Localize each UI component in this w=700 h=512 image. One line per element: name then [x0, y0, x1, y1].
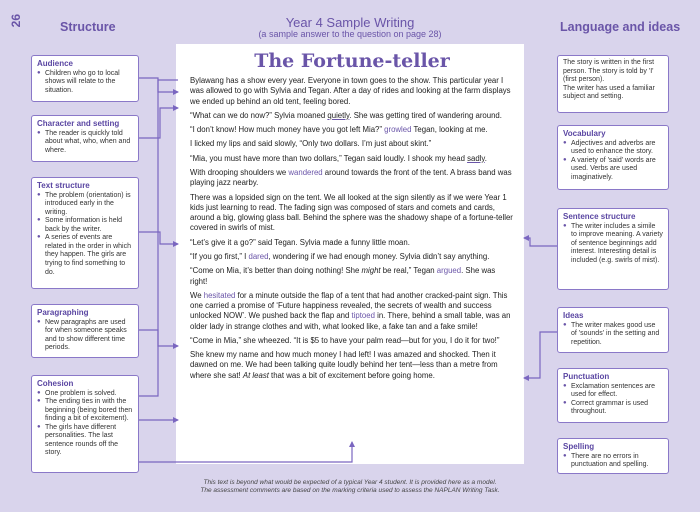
- sentence-structure-item: ● The writer includes a simile to improve meaning. A variety of sentence beginnings add interest. Interesting detail is included (e.g. swirls of mist).: [563, 223, 663, 266]
- highlighted-word: quietly: [327, 110, 350, 120]
- story-title: The Fortune-teller: [254, 50, 450, 72]
- connector-sentence-structure: [524, 238, 557, 246]
- ideas-title: Ideas: [563, 311, 584, 320]
- story-paragraph: “Mia, you must have more than two dollars,” Tegan said loudly. I shook my head sadly.: [190, 153, 487, 163]
- cohesion-box: [31, 375, 139, 473]
- character-setting-item: ● The reader is quickly told about what, who, when and where.: [37, 130, 133, 156]
- emphasized-word: might: [361, 266, 381, 276]
- connector-audience: [139, 78, 178, 92]
- cohesion-title: Cohesion: [37, 379, 74, 388]
- spelling-box: [557, 438, 669, 474]
- spelling-item: ● There are no errors in punctuation and spelling.: [563, 453, 663, 470]
- story-paragraph: “Let’s give it a go?” said Tegan. Sylvia made a funny little moan.: [190, 237, 410, 247]
- audience-box: [31, 55, 139, 102]
- audience-title: Audience: [37, 59, 74, 68]
- paragraphing-title: Paragraphing: [37, 308, 89, 317]
- cohesion-item: ● The girls have different personalities. The last sentence rounds off the story.: [37, 424, 133, 458]
- highlighted-word: dared: [248, 251, 269, 261]
- audience-item: ● Children who go to local shows will relate to the situation.: [37, 70, 133, 96]
- connector-ideas: [524, 332, 557, 378]
- story-paragraph: “If you go first,” I dared, wondering if we had enough money. Sylvia didn’t say anything.: [190, 251, 490, 261]
- spelling-title: Spelling: [563, 442, 595, 451]
- text-structure-box: [31, 177, 139, 289]
- highlighted-word: wandered: [288, 167, 323, 177]
- vocabulary-title: Vocabulary: [563, 129, 606, 138]
- connector-cohesion-1: [139, 80, 178, 396]
- punctuation-box: [557, 368, 669, 423]
- highlighted-word: growled: [384, 125, 412, 135]
- highlighted-word: tiptoed: [351, 311, 375, 321]
- connector-character: [139, 108, 178, 138]
- punctuation-item: ● Exclamation sentences are used for effect.: [563, 383, 663, 400]
- footnote-line: This text is beyond what would be expected of a typical Year 4 student. It is provided here as a model.: [203, 479, 497, 486]
- character-setting-title: Character and setting: [37, 119, 120, 128]
- emphasized-word: At least: [242, 370, 269, 380]
- heading-title: Year 4 Sample Writing: [285, 15, 415, 30]
- narrative-voice-box: [557, 55, 669, 113]
- story-document: [176, 44, 524, 464]
- story-paragraph: I licked my lips and said slowly, “Only two dollars. I’m just about skint.”: [190, 139, 432, 149]
- page-number: 26: [9, 14, 23, 28]
- paragraphing-item: ● New paragraphs are used for when someone speaks and to show different time periods.: [37, 319, 133, 353]
- sentence-structure-title: Sentence structure: [563, 212, 636, 221]
- heading-subtitle: (a sample answer to the question on page 28): [258, 29, 442, 39]
- text-structure-item: ● Some information is held back by the writer.: [37, 217, 133, 234]
- story-paragraph: “What can we do now?” Sylvia moaned quietly. She was getting tired of wandering around.: [190, 110, 502, 120]
- vocabulary-box: [557, 125, 669, 190]
- paragraphing-box: [31, 304, 139, 358]
- narrative-voice-para: The story is written in the first person. The story is told by 'I' (first person).: [563, 59, 655, 84]
- narrative-voice-para: The writer has used a familiar subject and setting.: [563, 84, 655, 101]
- story-paragraph: There was a lopsided sign on the tent. We all looked at the sign silently as if we were Year 1 kids just learning to read. The fading sign was composed of stars and comets and cards, around a big, glowing glass ball. Behind the sphere was the shadowy shape of a fortune-teller covered in swirls of mist.: [190, 192, 513, 233]
- cohesion-item: ● The ending ties in with the beginning (being bored then finding a bit of excitement).: [37, 398, 133, 424]
- highlighted-word: argued: [436, 266, 462, 276]
- vocabulary-item: ● A variety of 'said' words are used. Verbs are used imaginatively.: [563, 157, 663, 183]
- text-structure-item: ● The problem (orientation) is introduced early in the writing.: [37, 192, 133, 218]
- footnote: [176, 479, 524, 496]
- text-structure-item: ● A series of events are related in the order in which they happen. The girls are trying to find something to do.: [37, 234, 133, 277]
- ideas-item: ● The writer makes good use of 'sounds' in the setting and repetition.: [563, 322, 663, 348]
- story-paragraph: Bylawang has a show every year. Everyone in town goes to the show. This particular year I was allowed to go with Sylvia and Tegan. After a day of rides and looking at the farm displays we ended up behind an old tent, feeling bored.: [190, 76, 511, 106]
- story-paragraph: “I don’t know! How much money have you got left Mia?” growled Tegan, looking at me.: [190, 125, 488, 135]
- story-paragraph: “Come in Mia,” she wheezed. “It is $5 to have your palm read—but for you, I do it for two!”: [190, 335, 500, 345]
- story-paragraph: She knew my name and how much money I had left! I was amazed and shocked. Then it dawned on me. We had been talking quite loudly behind her tent—less than a metre from where she sat! At least that was a bit of excitement before going home.: [190, 350, 498, 380]
- cohesion-item: ● One problem is solved.: [37, 390, 133, 399]
- structure-header: Structure: [60, 20, 116, 34]
- sentence-structure-box: [557, 208, 669, 290]
- story-paragraph: “Come on Mia, it’s better than doing nothing! She might be real,” Tegan argued. She was right!: [190, 266, 496, 286]
- punctuation-title: Punctuation: [563, 372, 610, 381]
- vocabulary-item: ● Adjectives and adverbs are used to enhance the story.: [563, 140, 663, 157]
- connector-text-structure: [139, 232, 178, 244]
- highlighted-word: hesitated: [203, 290, 236, 300]
- ideas-box: [557, 307, 669, 353]
- story-paragraph: We hesitated for a minute outside the flap of a tent that had another cracked-paint sign. This one carried a promise of ‘Future happiness revealed, the secrets of wealth and success unlocked NOW’. We pushed back the flap and tiptoed in. There, behind a small table, was an older lady in strange clothes and with, what looked like, a fake tan and a fake smile!: [190, 290, 511, 331]
- footnote-line: The assessment comments are based on the marking criteria used to assess the NAPLAN Writing Task.: [200, 487, 500, 495]
- text-structure-title: Text structure: [37, 181, 90, 190]
- highlighted-word: sadly: [467, 153, 485, 163]
- story-paragraph: With drooping shoulders we wandered around towards the front of the tent. A brass band was playing jazz nearby.: [190, 167, 512, 188]
- language-ideas-header: Language and ideas: [560, 20, 681, 34]
- character-setting-box: [31, 115, 139, 162]
- punctuation-item: ● Correct grammar is used throughout.: [563, 400, 663, 417]
- connector-paragraphing: [139, 330, 178, 346]
